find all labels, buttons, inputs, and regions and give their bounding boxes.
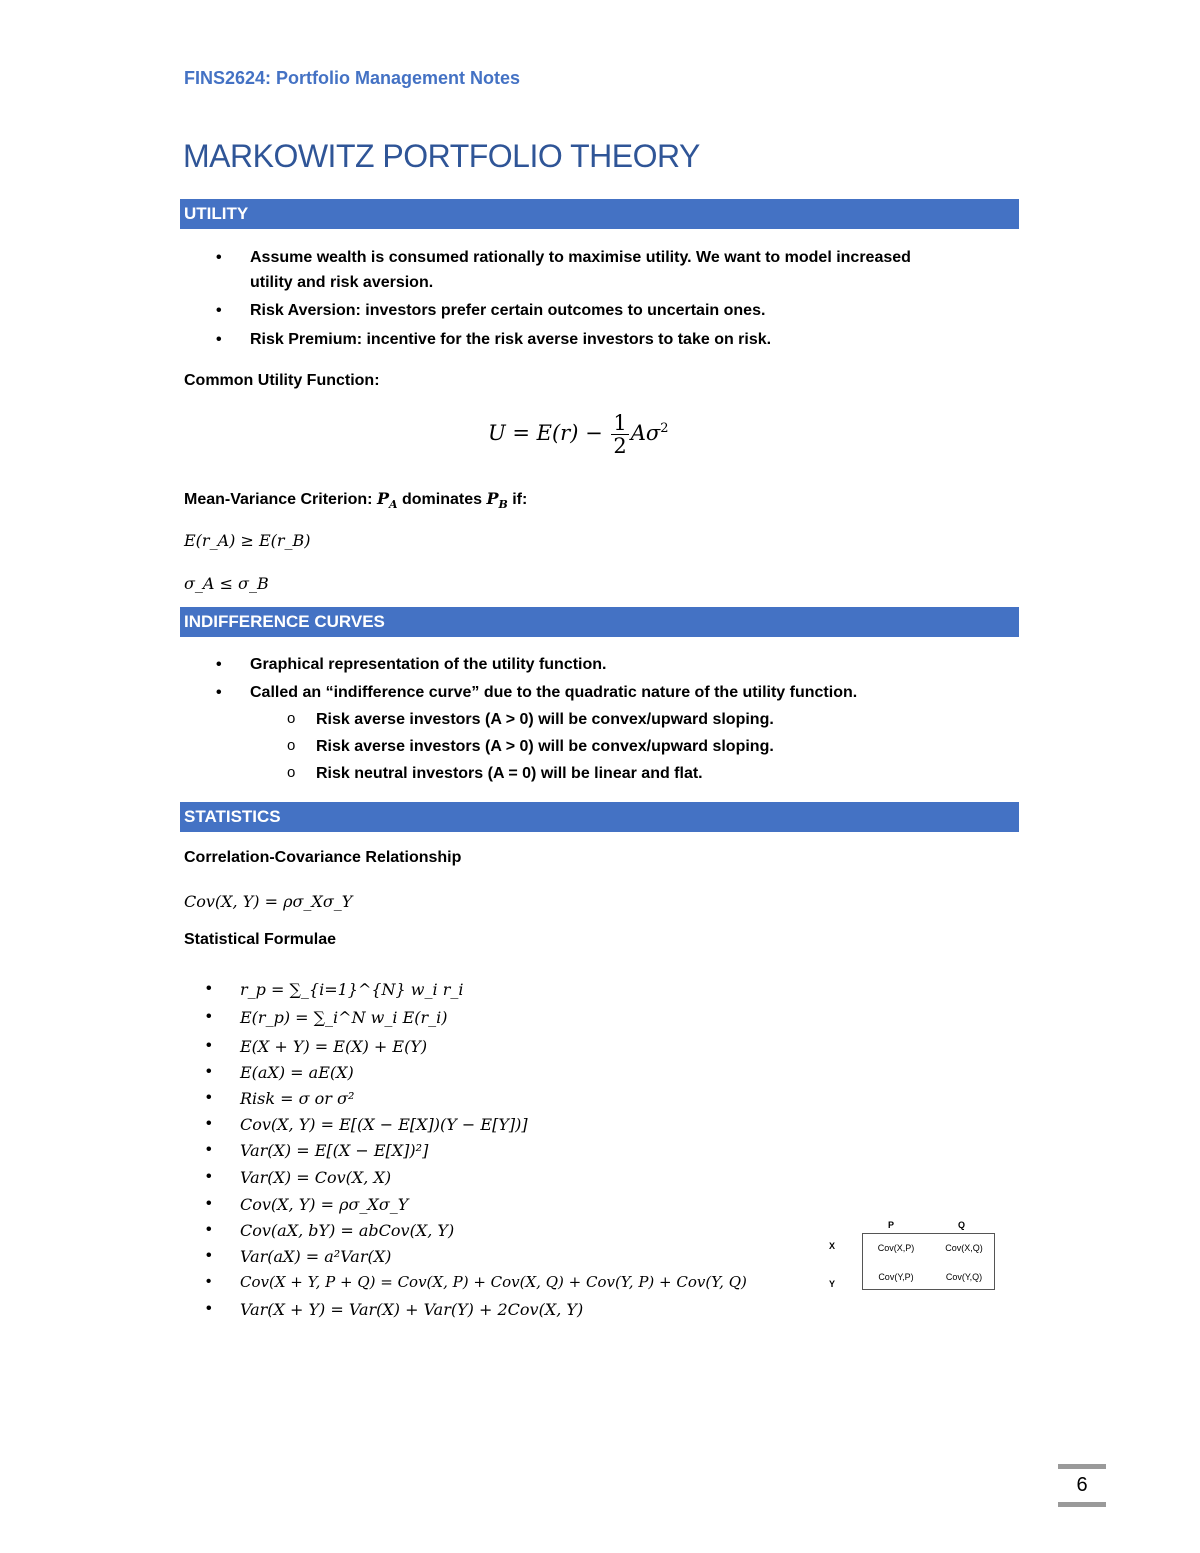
bullet-icon: • — [216, 249, 222, 266]
bullet-icon: • — [206, 1063, 212, 1080]
running-header: FINS2624: Portfolio Management Notes — [184, 68, 521, 88]
page-number-top-rule — [1058, 1464, 1106, 1469]
list-item: • Called an “indifference curve” due to the quadratic nature of the utility function. — [216, 684, 858, 701]
bullet-icon: • — [206, 1247, 212, 1264]
cov-table-col-header: P — [888, 1220, 895, 1230]
table-row — [862, 1262, 998, 1291]
formula-item: • E(X + Y) = E(X) + E(Y) — [206, 1037, 428, 1056]
condition-risk: σ_A ≤ σ_B — [184, 574, 269, 593]
formula-item: • Risk = σ or σ² — [206, 1089, 355, 1108]
condition-return: E(r_A) ≥ E(r_B) — [184, 531, 311, 550]
sub-list-item: o Risk averse investors (A > 0) will be convex/upward sloping. — [287, 710, 774, 728]
bullet-icon: • — [206, 1089, 212, 1106]
page-number-bottom-rule — [1058, 1502, 1106, 1507]
section-heading-statistics: STATISTICS — [180, 802, 1019, 832]
sub-list-item: o Risk averse investors (A > 0) will be convex/upward sloping. — [287, 737, 774, 755]
page-number: 6 — [1076, 1474, 1088, 1496]
list-item: • Graphical representation of the utility function. — [216, 656, 607, 673]
formula-item: • E(r_p) = ∑_i^N w_i E(r_i) — [206, 1008, 448, 1027]
formula-item: • Cov(aX, bY) = abCov(X, Y) — [206, 1221, 455, 1240]
formula-item: • E(aX) = aE(X) — [206, 1063, 354, 1082]
list-item-continuation: utility and risk aversion. — [250, 274, 434, 291]
formula-item: • Var(aX) = a²Var(X) — [206, 1247, 392, 1266]
bullet-icon: • — [206, 1273, 212, 1290]
correlation-covariance-label: Correlation-Covariance Relationship — [184, 849, 462, 866]
fraction: $\frac{1}{2}$ — [613, 411, 627, 458]
formula-item: • Cov(X, Y) = ρσ_Xσ_Y — [206, 1195, 409, 1214]
statistical-formulae-label: Statistical Formulae — [184, 931, 337, 948]
list-item: • Assume wealth is consumed rationally to maximise utility. We want to model increased — [216, 249, 911, 266]
section-heading-indifference-curves: INDIFFERENCE CURVES — [180, 607, 1019, 637]
bullet-icon: • — [206, 1037, 212, 1054]
list-item: • Risk Aversion: investors prefer certain outcomes to uncertain ones. — [216, 302, 766, 319]
cov-table-col-header: Q — [958, 1220, 966, 1230]
table-cell: Cov(X,P) — [877, 1242, 915, 1253]
bullet-icon: • — [206, 1195, 212, 1212]
circle-bullet-icon: o — [287, 737, 296, 754]
formula-item: • Var(X) = Cov(X, X) — [206, 1168, 392, 1187]
bullet-icon: • — [206, 980, 212, 997]
page-title: MARKOWITZ PORTFOLIO THEORY — [183, 138, 700, 174]
bullet-icon: • — [216, 684, 222, 701]
bullet-icon: • — [206, 1300, 212, 1317]
cov-table-row-header: X — [829, 1241, 836, 1251]
bullet-icon: • — [206, 1221, 212, 1238]
bullet-icon: • — [216, 331, 222, 348]
bullet-icon: • — [206, 1168, 212, 1185]
circle-bullet-icon: o — [287, 764, 296, 781]
formula-item: • r_p = ∑_{i=1}^{N} w_i r_i — [206, 980, 464, 999]
covariance-table — [862, 1233, 998, 1291]
table-cell: Cov(Y,Q) — [945, 1271, 983, 1282]
bullet-icon: • — [206, 1141, 212, 1158]
correlation-covariance-formula: Cov(X, Y) = ρσ_Xσ_Y — [184, 892, 353, 911]
formula-item: • Var(X) = E[(X − E[X])²] — [206, 1141, 429, 1160]
utility-formula: U = E(r) − $\frac{1}{2}$ $A\sigma^2$ — [488, 411, 669, 458]
section-heading-utility: UTILITY — [180, 199, 1019, 229]
sub-list-item: o Risk neutral investors (A = 0) will be linear and flat. — [287, 764, 703, 782]
circle-bullet-icon: o — [287, 710, 296, 727]
formula-item: • Var(X + Y) = Var(X) + Var(Y) + 2Cov(X, Y) — [206, 1300, 584, 1319]
cov-table-row-header: Y — [829, 1279, 836, 1289]
table-cell: Cov(Y,P) — [878, 1271, 914, 1282]
bullet-icon: • — [216, 302, 222, 319]
table-cell: Cov(X,Q) — [945, 1242, 983, 1253]
mean-variance-criterion: Mean-Variance Criterion: $P_A$ dominates $P_B$ if: — [184, 489, 528, 512]
bullet-icon: • — [206, 1115, 212, 1132]
common-utility-label: Common Utility Function: — [184, 372, 380, 389]
bullet-icon: • — [206, 1008, 212, 1025]
table-row — [862, 1233, 998, 1262]
bullet-icon: • — [216, 656, 222, 673]
list-item: • Risk Premium: incentive for the risk averse investors to take on risk. — [216, 331, 772, 348]
formula-item: • Cov(X + Y, P + Q) = Cov(X, P) + Cov(X, Q) + Cov(Y, P) + Cov(Y, Q) — [206, 1273, 747, 1291]
formula-item: • Cov(X, Y) = E[(X − E[X])(Y − E[Y])] — [206, 1115, 528, 1134]
